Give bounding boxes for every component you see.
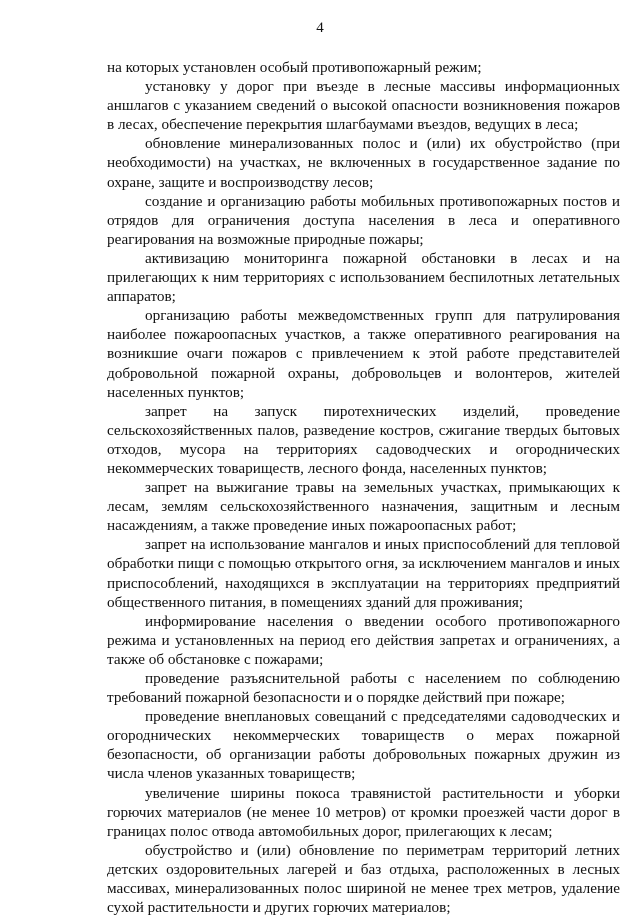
document-body: [107, 58, 620, 917]
page-number: 4: [316, 20, 324, 36]
paragraph-mineralized-strips: обновление минерализованных полос и (или) их обустройство (при необходимости) на участках, не включенных в государственное задание по охране, защите и воспроизводству лесов;: [107, 135, 620, 191]
paragraph-fireworks-ban: запрет на запуск пиротехнических изделий, проведение сельскохозяйственных палов, разведение костров, сжигание твердых бытовых отходов, мусора на территориях садоводческих и огороднических некоммерческих товариществ, лесного фонда, населенных пунктов;: [107, 402, 620, 477]
paragraph-meetings: проведение внеплановых совещаний с председателями садоводческих и огороднических некоммерческих товариществ о мерах пожарной безопасности, об организации работы добровольных пожарных дружин из числа членов указанных товариществ;: [107, 708, 620, 783]
paragraph-continuation: на которых установлен особый противопожарный режим;: [107, 59, 482, 76]
paragraph-public-information: информирование населения о введении особого противопожарного режима и установленных на период его действия запретах и ограничениях, а также об обстановке с пожарами;: [107, 612, 620, 668]
paragraph-grass-burning-ban: запрет на выжигание травы на земельных участках, примыкающих к лесам, землям сельскохозяйственного назначения, защитным и лесным насаждениям, а также проведение иных пожароопасных работ;: [107, 479, 620, 535]
paragraph-drone-monitoring: активизацию мониторинга пожарной обстановки в лесах и на прилегающих к ним территориях с использованием беспилотных летательных аппаратов;: [107, 249, 620, 306]
paragraph-camps-perimeter: обустройство и (или) обновление по периметрам территорий летних детских оздоровительных лагерей и баз отдыха, расположенных в лесных массивах, минерализованных полос шириной не менее трех метров, удаление сухой растительности и других горючих материалов;: [107, 841, 620, 917]
paragraph-info-signs: установку у дорог при въезде в лесные массивы информационных аншлагов с указанием сведений о высокой опасности возникновения пожаров в лесах, обеспечение перекрытия шлагбаумами въездов, ведущих в леса;: [107, 78, 620, 134]
paragraph-mowing-width: увеличение ширины покоса травянистой растительности и уборки горючих материалов (не менее 10 метров) от кромки проезжей части дорог в границах полос отвода автомобильных дорог, прилегающих к лесам;: [107, 784, 620, 840]
paragraph-mobile-posts: создание и организацию работы мобильных противопожарных постов и отрядов для ограничения доступа населения в леса и оперативного реагирования на возможные природные пожары;: [107, 192, 620, 248]
paragraph-explanatory-work: проведение разъяснительной работы с населением по соблюдению требований пожарной безопасности и о порядке действий при пожаре;: [107, 670, 620, 707]
paragraph-patrol-groups: организацию работы межведомственных групп для патрулирования наиболее пожароопасных участков, а также оперативного реагирования на возникшие очаги пожаров с привлечением к этой работе представителей добровольной пожарной охраны, добровольцев и волонтеров, жителей населенных пунктов;: [107, 307, 620, 401]
paragraph-grill-ban: запрет на использование мангалов и иных приспособлений для тепловой обработки пищи с помощью открытого огня, за исключением мангалов и иных приспособлений, находящихся в эксплуатации на территориях предприятий общественного питания, в помещениях зданий для проживания;: [107, 536, 620, 611]
